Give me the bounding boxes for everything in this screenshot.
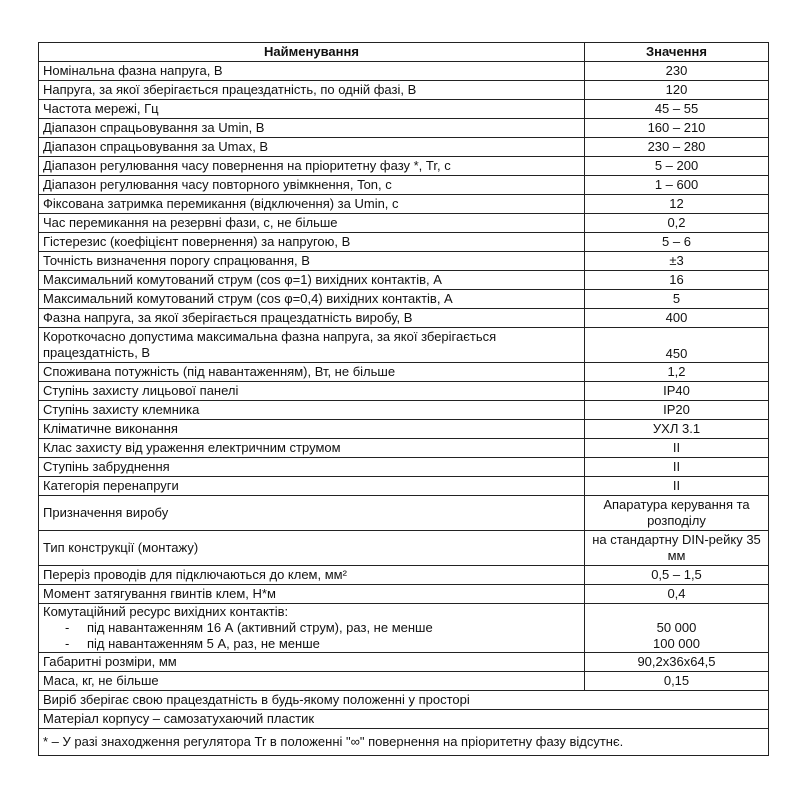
param-value: 0,2: [585, 214, 769, 233]
table-row: [39, 363, 769, 382]
param-name: Діапазон спрацьовування за Umax, В: [39, 138, 585, 157]
table-row: [39, 566, 769, 585]
table-row: [39, 100, 769, 119]
table-row: [39, 119, 769, 138]
table-row: [39, 420, 769, 439]
table-row: [39, 138, 769, 157]
param-value: IP40: [585, 382, 769, 401]
resource-item-name: під навантаженням 16 А (активний струм), раз, не менше: [87, 620, 433, 635]
param-value: ±3: [585, 252, 769, 271]
param-name: Маса, кг, не більше: [39, 672, 585, 691]
param-name: Частота мережі, Гц: [39, 100, 585, 119]
param-name: Фазна напруга, за якої зберігається працездатність виробу, В: [39, 309, 585, 328]
param-name: Час перемикання на резервні фази, с, не більше: [39, 214, 585, 233]
table-row: [39, 401, 769, 420]
param-value: II: [585, 477, 769, 496]
table-row: [39, 653, 769, 672]
resource-item-value: 50 000: [656, 620, 697, 635]
table-row: [39, 477, 769, 496]
param-name: Ступінь захисту лицьової панелі: [39, 382, 585, 401]
param-name: Переріз проводів для підключаються до клем, мм²: [39, 566, 585, 585]
param-value: 12: [585, 195, 769, 214]
param-name: Напруга, за якої зберігається працездатність, по одній фазі, В: [39, 81, 585, 100]
param-value: 0,15: [585, 672, 769, 691]
resource-item: [43, 620, 580, 636]
spec-sheet: [38, 42, 768, 756]
header-value: Значення: [585, 43, 769, 62]
param-name: Діапазон регулювання часу повторного увімкнення, Ton, с: [39, 176, 585, 195]
param-value: 1,2: [585, 363, 769, 382]
param-value: 160 – 210: [585, 119, 769, 138]
full-row-text: Матеріал корпусу – самозатухаючий пластик: [39, 710, 769, 729]
table-row: [39, 233, 769, 252]
param-name: Діапазон спрацьовування за Umin, В: [39, 119, 585, 138]
table-row: [39, 309, 769, 328]
resource-title: Комутаційний ресурс вихідних контактів:: [43, 604, 289, 619]
param-name: Точність визначення порогу спрацювання, В: [39, 252, 585, 271]
param-name: Максимальний комутований струм (cos φ=1) вихідних контактів, А: [39, 271, 585, 290]
resource-item-name: під навантаженням 5 А, раз, не менше: [87, 636, 320, 651]
param-value: 5: [585, 290, 769, 309]
param-value: 90,2x36x64,5: [585, 653, 769, 672]
table-row: [39, 252, 769, 271]
table-row-full: [39, 691, 769, 710]
param-value: 45 – 55: [585, 100, 769, 119]
param-name: Призначення виробу: [39, 496, 585, 531]
spec-body: [39, 62, 769, 756]
table-row: [39, 290, 769, 309]
resource-item-value: 100 000: [653, 636, 700, 651]
param-name: Споживана потужність (під навантаженням), Вт, не більше: [39, 363, 585, 382]
param-name: Габаритні розміри, мм: [39, 653, 585, 672]
resource-dash: -: [65, 636, 70, 651]
param-value: 5 – 6: [585, 233, 769, 252]
table-row: [39, 195, 769, 214]
table-row: [39, 62, 769, 81]
param-value: 120: [585, 81, 769, 100]
param-name: Ступінь забруднення: [39, 458, 585, 477]
table-row: [39, 157, 769, 176]
table-header-row: [39, 43, 769, 62]
table-row: [39, 214, 769, 233]
param-name: Фіксована затримка перемикання (відключення) за Umin, с: [39, 195, 585, 214]
footnote: * – У разі знаходження регулятора Tr в положенні "∞" повернення на пріоритетну фазу відсутнє.: [39, 729, 769, 756]
table-row: [39, 585, 769, 604]
param-value: II: [585, 458, 769, 477]
param-value: на стандартну DIN-рейку 35 мм: [585, 531, 769, 566]
param-name: Короткочасно допустима максимальна фазна напруга, за якої зберігається працездатність, В: [39, 328, 585, 363]
table-row: [39, 496, 769, 531]
resource-dash: -: [65, 620, 70, 635]
param-name: Гістерезис (коефіцієнт повернення) за напругою, В: [39, 233, 585, 252]
param-name: Клас захисту від ураження електричним струмом: [39, 439, 585, 458]
param-name: Номінальна фазна напруга, В: [39, 62, 585, 81]
table-row-full: [39, 710, 769, 729]
param-value: 450: [585, 328, 769, 363]
param-value: 230: [585, 62, 769, 81]
param-value: II: [585, 439, 769, 458]
table-row: [39, 458, 769, 477]
param-value: 0,5 – 1,5: [585, 566, 769, 585]
param-name: Діапазон регулювання часу повернення на пріоритетну фазу *, Tr, c: [39, 157, 585, 176]
param-value: Апаратура керування та розподілу: [585, 496, 769, 531]
param-value: 0,4: [585, 585, 769, 604]
param-value-resource: [585, 604, 769, 653]
param-name: Тип конструкції (монтажу): [39, 531, 585, 566]
footnote-row: [39, 729, 769, 756]
param-value: 16: [585, 271, 769, 290]
spec-table: [38, 42, 769, 756]
param-value: УХЛ 3.1: [585, 420, 769, 439]
param-value: 230 – 280: [585, 138, 769, 157]
param-name-resource: [39, 604, 585, 653]
param-name: Ступінь захисту клемника: [39, 401, 585, 420]
table-row: [39, 531, 769, 566]
param-value: 5 – 200: [585, 157, 769, 176]
param-name: Момент затягування гвинтів клем, Н*м: [39, 585, 585, 604]
param-name: Максимальний комутований струм (cos φ=0,4) вихідних контактів, А: [39, 290, 585, 309]
param-name: Кліматичне виконання: [39, 420, 585, 439]
table-row: [39, 382, 769, 401]
table-row: [39, 439, 769, 458]
full-row-text: Виріб зберігає свою працездатність в будь-якому положенні у просторі: [39, 691, 769, 710]
param-name: Категорія перенапруги: [39, 477, 585, 496]
header-name: Найменування: [39, 43, 585, 62]
table-row-resource: [39, 604, 769, 653]
param-value: 1 – 600: [585, 176, 769, 195]
resource-item: [43, 636, 580, 652]
table-row: [39, 81, 769, 100]
table-row: [39, 328, 769, 363]
table-row: [39, 176, 769, 195]
param-value: 400: [585, 309, 769, 328]
table-row: [39, 672, 769, 691]
table-row: [39, 271, 769, 290]
param-value: IP20: [585, 401, 769, 420]
